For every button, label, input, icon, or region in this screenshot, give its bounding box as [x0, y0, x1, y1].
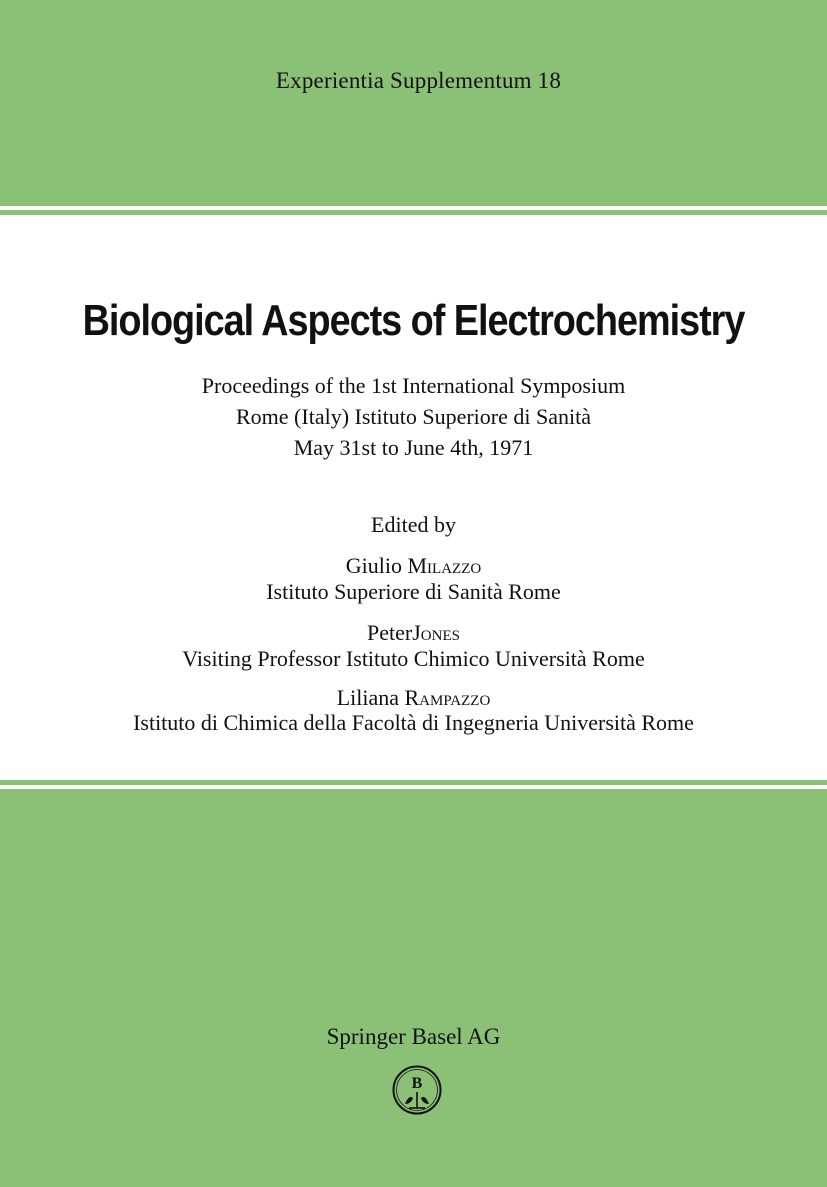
publisher-name: Springer Basel AG — [326, 1024, 501, 1049]
proceedings-line-2: Rome (Italy) Istituto Superiore di Sanità — [236, 404, 591, 429]
editor-last-name: Rampazzo — [404, 685, 491, 710]
editor-affiliation-1: Istituto Superiore di Sanità Rome — [266, 579, 561, 604]
logo-letters: B — [411, 1075, 423, 1092]
editor-affiliation-3: Istituto di Chimica della Facoltà di Ingegneria Università Rome — [133, 710, 694, 735]
edited-by-label: Edited by — [371, 512, 456, 537]
editor-name-2 — [0, 620, 827, 646]
publisher-logo-icon — [391, 1064, 443, 1116]
editor-first-name: Peter — [367, 620, 413, 645]
editor-last-name: Jones — [412, 620, 460, 645]
editor-last-name: Milazzo — [407, 553, 482, 578]
editor-first-name: Giulio — [345, 553, 402, 578]
editor-name-3 — [0, 685, 827, 711]
editor-name-1 — [0, 553, 827, 579]
series-title: Experientia Supplementum 18 — [275, 68, 562, 93]
editor-first-name: Liliana — [336, 685, 399, 710]
editor-affiliation-2: Visiting Professor Istituto Chimico Università Rome — [182, 646, 645, 671]
top-green-band — [0, 0, 827, 206]
book-title: Biological Aspects of Electrochemistry — [82, 296, 745, 345]
proceedings-line-3: May 31st to June 4th, 1971 — [293, 435, 534, 460]
bottom-green-band — [0, 789, 827, 1187]
proceedings-line-1: Proceedings of the 1st International Symposium — [201, 373, 626, 398]
